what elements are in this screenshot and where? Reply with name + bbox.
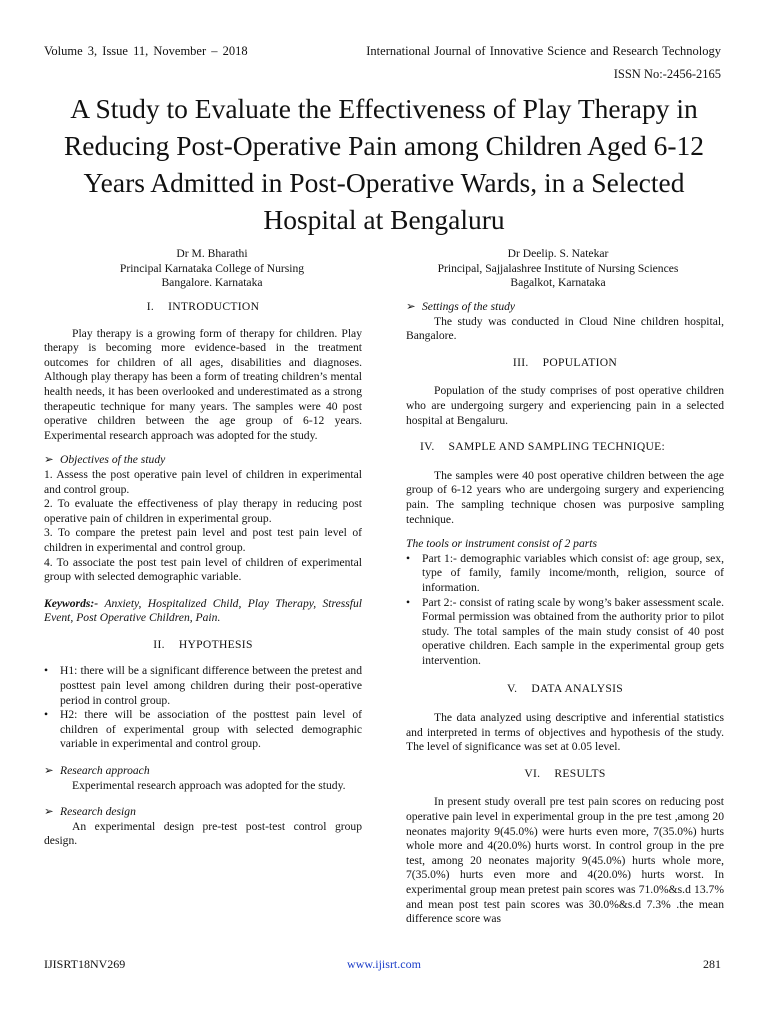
section-number: VI. — [524, 766, 541, 780]
arrow-bullet-icon: ➢ — [406, 300, 416, 313]
bullet-icon: • — [44, 664, 49, 678]
author-location: Bangalore. Karnataka — [161, 276, 263, 290]
hypothesis-item — [44, 708, 362, 752]
author-affiliation: Principal Karnataka College of Nursing — [119, 261, 305, 275]
settings-paragraph: The study was conducted in Cloud Nine children hospital, Bangalore. — [406, 314, 724, 343]
paper-title: A Study to Evaluate the Effectiveness of Play Therapy in Reducing Post-Operative Pain among Children Aged 6-12 Years Admitted in Post-Operative Wards, in a Selected Hospital at Bengaluru — [63, 93, 705, 235]
objectives-heading — [44, 453, 362, 468]
keywords-text: Anxiety, Hospitalized Child, Play Therapy, Stressful Event, Post Operative Children, Pain. — [44, 596, 362, 625]
tools-item — [406, 596, 724, 669]
keywords-label: Keywords:- — [44, 596, 99, 610]
section-number: II. — [153, 637, 165, 651]
section-title: INTRODUCTION — [168, 300, 260, 313]
tools-heading: The tools or instrument consist of 2 parts — [406, 537, 597, 551]
subheading-text: Research approach — [60, 764, 150, 778]
design-paragraph: An experimental design pre-test post-test control group design. — [44, 819, 362, 848]
bullet-icon: • — [406, 551, 411, 565]
population-paragraph: Population of the study comprises of post operative children who are undergoing surgery and experiencing pain in a selected hospital at Bengaluru. — [406, 384, 724, 427]
results-paragraph: In present study overall pre test pain scores on reducing post operative pain level in experimental group in the pre test ,among 20 neonates majority 9(45.0%) were hurts even more, 7(35.0%) hurts whole more and 4(20.0%) hurts worst. In control group in the pre test, among 20 neonates majority 9(45.0%) hurts whole more, 7(35.0%) hurts even more and 4(20.0%) hurts worst. In experimental group mean pretest pain scores was 71.0%&s.d 13.7% and mean post test pain scores was 30.0%&s.d 7.3% .the mean difference score was — [406, 795, 724, 926]
page-number: 281 — [703, 957, 721, 971]
author-name: Dr M. Bharathi — [176, 247, 248, 260]
right-column — [406, 300, 724, 927]
sampling-paragraph: The samples were 40 post operative children between the age group of 6-12 years who are undergoing surgery and experiencing pain. The sampling technique chosen was purposive sampling technique. — [406, 468, 724, 526]
arrow-bullet-icon: ➢ — [44, 805, 54, 819]
objective-item: 3. To compare the pretest pain level and post test pain level of children in experimental and control group. — [44, 526, 362, 554]
subheading-text: Settings of the study — [422, 300, 516, 313]
issn-header: ISSN No:-2456-2165 — [613, 67, 721, 81]
approach-paragraph: Experimental research approach was adopted for the study. — [72, 778, 346, 792]
author-1 — [40, 247, 384, 291]
design-heading — [44, 805, 362, 820]
section-heading-introduction — [44, 300, 362, 315]
section-heading-sampling — [406, 440, 724, 455]
tools-text: Part 2:- consist of rating scale by wong’s baker assessment scale. Formal permission was obtained from the authority prior to pilot study. The total samples of the main study consist of 40 post operative children. Each sample in the experimental group gets intervention. — [422, 595, 724, 667]
paper-code: IJISRT18NV269 — [44, 957, 126, 971]
journal-header: International Journal of Innovative Science and Research Technology — [366, 44, 721, 58]
approach-heading — [44, 764, 362, 779]
tools-item — [406, 552, 724, 596]
journal-url-link[interactable]: www.ijisrt.com — [347, 957, 421, 971]
section-heading-analysis — [406, 682, 724, 697]
section-title: HYPOTHESIS — [178, 637, 253, 651]
analysis-paragraph: The data analyzed using descriptive and inferential statistics and interpreted in terms of objectives and hypothesis of the study. The level of significance was set at 0.05 level. — [406, 711, 724, 754]
arrow-bullet-icon: ➢ — [44, 764, 54, 778]
author-location: Bagalkot, Karnataka — [510, 276, 606, 290]
section-heading-population — [406, 356, 724, 371]
hypothesis-text: H1: there will be a significant difference between the pretest and posttest pain level among children during their post-operative period in control group. — [60, 664, 362, 707]
section-number: I. — [146, 300, 155, 313]
hypothesis-text: H2: there will be association of the posttest pain level of children of experimental group with selected demographic variable in experimental and control group. — [60, 708, 362, 751]
volume-header: Volume 3, Issue 11, November – 2018 — [44, 44, 248, 58]
settings-heading — [406, 300, 724, 315]
subheading-text: Objectives of the study — [60, 453, 166, 467]
tools-text: Part 1:- demographic variables which consist of: age group, sex, type of family, family income/month, religion, source of information. — [422, 551, 724, 594]
objective-item: 1. Assess the post operative pain level of children in experimental and control group. — [44, 467, 362, 496]
bullet-icon: • — [44, 708, 49, 722]
section-title: POPULATION — [542, 355, 618, 369]
section-number: III. — [512, 355, 529, 369]
section-title: DATA ANALYSIS — [531, 682, 624, 696]
author-affiliation: Principal, Sajjalashree Institute of Nursing Sciences — [437, 261, 679, 275]
section-heading-hypothesis — [44, 638, 362, 653]
bullet-icon: • — [406, 595, 411, 609]
objective-item: 4. To associate the post test pain level of children of experimental group with selected demographic variable. — [44, 555, 362, 584]
section-title: SAMPLE AND SAMPLING TECHNIQUE: — [448, 440, 666, 454]
section-number: V. — [506, 682, 518, 696]
section-heading-results — [406, 767, 724, 782]
introduction-paragraph: Play therapy is a growing form of therapy for children. Play therapy is becoming more evidence-based in the treatment outcomes for children of all ages, disabilities and diagnoses. Although play therapy has been a form of treating children’s mental health needs, it has been overlooked and underestimated as a strong therapeutic technique for many years. The samples were 40 post operative children between the age group of 6-12 years. Experimental research approach was adopted for the study. — [44, 326, 362, 442]
subheading-text: Research design — [60, 805, 136, 819]
arrow-bullet-icon: ➢ — [44, 453, 54, 467]
hypothesis-item — [44, 664, 362, 708]
section-number: IV. — [420, 440, 435, 454]
left-column — [44, 300, 362, 849]
author-name: Dr Deelip. S. Natekar — [507, 247, 609, 260]
objective-item: 2. To evaluate the effectiveness of play therapy in reducing post operative pain of children in experimental group. — [44, 497, 362, 525]
keywords — [44, 597, 362, 626]
section-title: RESULTS — [554, 766, 606, 780]
author-2 — [390, 247, 726, 291]
